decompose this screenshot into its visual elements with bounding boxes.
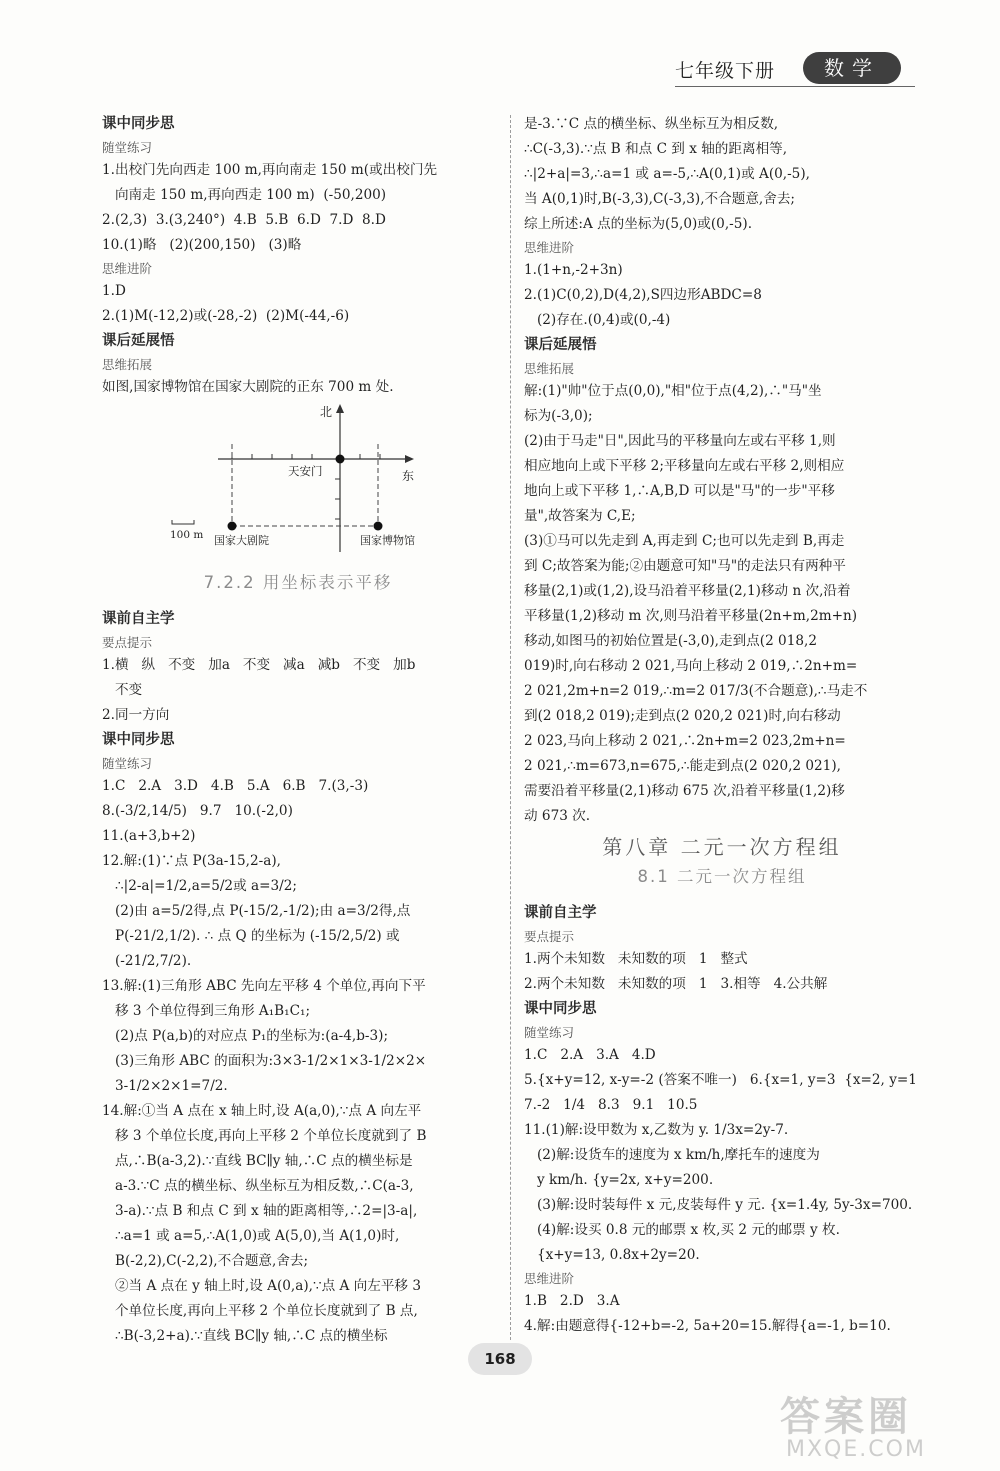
section-title-8-1: 8.1 二元一次方程组: [637, 867, 807, 886]
answer-line: 量",故答案为 C,E;: [524, 508, 636, 524]
east-label: 东: [402, 469, 415, 483]
answer-line: (3)①马可以先走到 A,再走到 C;也可以先走到 B,再走: [524, 533, 845, 549]
answer-line: 12.解:(1)∵点 P(3a-15,2-a),: [102, 853, 281, 869]
answer-line: 向南走 150 m,再向西走 100 m) (-50,200): [102, 187, 387, 203]
answer-line: B(-2,2),C(-2,2),不合题意,舍去;: [102, 1253, 309, 1269]
answer-line: 动 673 次.: [524, 808, 591, 824]
section-heading: 课前自主学: [102, 611, 175, 627]
answer-line: 5.{x+y=12, x-y=-2 (答案不唯一) 6.{x=1, y=3 {x=2, y=1: [524, 1072, 917, 1088]
subsection-heading: 思维拓展: [102, 357, 153, 372]
answer-line: 平移量(1,2)移动 m 次,则马沿着平移量(2n+m,2m+n): [524, 608, 858, 624]
subsection-heading: 思维进阶: [102, 261, 153, 276]
answer-line: 需要沿着平移量(2,1)移动 675 次,沿着平移量(1,2)移: [524, 783, 845, 799]
chapter-title: 第八章 二元一次方程组: [602, 835, 842, 859]
answer-line: 14.解:①当 A 点在 x 轴上时,设 A(a,0),∵点 A 向左平: [102, 1103, 422, 1119]
left-bottom-block: [102, 607, 494, 1349]
map-diagram: [102, 404, 494, 556]
right-column: [524, 112, 920, 1339]
answer-line: ∴C(-3,3).∵点 B 和点 C 到 x 轴的距离相等,: [524, 141, 788, 157]
answer-line: 11.(a+3,b+2): [102, 828, 196, 844]
watermark-logo: [780, 1385, 990, 1465]
answer-line: 11.(1)解:设甲数为 x,乙数为 y. 1/3x=2y-7.: [524, 1122, 789, 1138]
answer-line: 综上所述:A 点的坐标为(5,0)或(0,-5).: [524, 216, 753, 232]
answer-line: {x+y=13, 0.8x+2y=20.: [524, 1247, 700, 1263]
subsection-heading: 随堂练习: [102, 140, 153, 155]
subsection-heading: 思维进阶: [524, 240, 575, 255]
section-heading: 课后延展悟: [524, 337, 597, 353]
answer-line: 2.两个未知数 未知数的项 1 3.相等 4.公共解: [524, 976, 828, 992]
watermark-text: 答案圈: [780, 1394, 912, 1440]
page-number: 168: [468, 1343, 532, 1375]
answer-line: ∴a=1 或 a=5,∴A(1,0)或 A(5,0),当 A(1,0)时,: [102, 1228, 400, 1244]
answer-line: 个单位长度,再向上平移 2 个单位长度就到了 B 点,: [102, 1303, 418, 1319]
section-heading: 课前自主学: [524, 905, 597, 921]
answer-line: 1.横 纵 不变 加a 不变 减a 减b 不变 加b: [102, 657, 416, 673]
watermark-url: MXQE.COM: [786, 1437, 926, 1462]
museum-label: 国家博物馆: [360, 534, 415, 547]
answer-line: ∴|2+a|=3,∴a=1 或 a=-5,∴A(0,1)或 A(0,-5),: [524, 166, 810, 182]
subsection-heading: 要点提示: [524, 929, 575, 944]
page-header: [675, 52, 915, 88]
answer-line: 点,∴B(a-3,2).∵直线 BC∥y 轴,∴C 点的横坐标是: [102, 1153, 413, 1169]
answer-line: 019)时,向右移动 2 021,马向上移动 2 019,∴2n+m=: [524, 658, 858, 674]
subsection-heading: 随堂练习: [524, 1025, 575, 1040]
column-divider: [510, 115, 511, 1340]
left-column: [102, 112, 494, 1349]
answer-line: 1.两个未知数 未知数的项 1 整式: [524, 951, 748, 967]
answer-line: (2)点 P(a,b)的对应点 P₁的坐标为:(a-4,b-3);: [102, 1028, 389, 1044]
answer-line: (2)由于马走"日",因此马的平移量向左或右平移 1,则: [524, 433, 836, 449]
answer-line: (3)解:设时装每件 x 元,皮装每件 y 元. {x=1.4y, 5y-3x=700.: [524, 1197, 913, 1213]
section-heading: 课中同步思: [524, 1001, 597, 1017]
answer-line: 2.(1)M(-12,2)或(-28,-2) (2)M(-44,-6): [102, 308, 350, 324]
answer-line: 8.(-3/2,14/5) 9.7 10.(-2,0): [102, 803, 293, 819]
answer-line: 2 023,马向上移动 2 021,∴2n+m=2 023,2m+n=: [524, 733, 846, 749]
answer-line: 13.解:(1)三角形 ABC 先向左平移 4 个单位,再向下平: [102, 978, 426, 994]
answer-line: 2.同一方向: [102, 707, 170, 723]
answer-line: (3)三角形 ABC 的面积为:3×3-1/2×1×3-1/2×2×: [102, 1053, 427, 1069]
answer-line: 解:(1)"帅"位于点(0,0),"相"位于点(4,2),∴"马"坐: [524, 383, 822, 399]
answer-line: 相应地向上或下平移 2;平移量向左或右平移 2,则相应: [524, 458, 845, 474]
right-bottom-block: [524, 901, 920, 1339]
map-diagram-svg: [102, 404, 494, 556]
answer-line: (2)存在.(0,4)或(0,-4): [524, 312, 671, 328]
answer-line: 3-1/2×2×1=7/2.: [102, 1078, 228, 1094]
subject-badge: 数学: [803, 52, 901, 84]
answer-line: 移 3 个单位长度,再向上平移 2 个单位长度就到了 B: [102, 1128, 427, 1144]
tiananmen-label: 天安门: [288, 464, 323, 478]
answer-line: 移量(2,1)或(1,2),设马沿着平移量(2,1)移动 n 次,沿着: [524, 583, 851, 599]
subsection-heading: 随堂练习: [102, 756, 153, 771]
answer-line: a-3.∵C 点的横坐标、纵坐标互为相反数,∴C(a-3,: [102, 1178, 414, 1194]
section-heading: 课中同步思: [102, 732, 175, 748]
answer-line: 3-a).∵点 B 和点 C 到 x 轴的距离相等,∴2=|3-a|,: [102, 1203, 418, 1219]
answer-line: 1.(1+n,-2+3n): [524, 262, 623, 278]
answer-line: 2 021,2m+n=2 019,∴m=2 017/3(不合题意),∴马走不: [524, 683, 868, 699]
theater-label: 国家大剧院: [214, 534, 269, 547]
answer-line: 1.出校门先向西走 100 m,再向南走 150 m(或出校门先: [102, 162, 438, 178]
section-heading: 课后延展悟: [102, 333, 175, 349]
answer-line: ②当 A 点在 y 轴上时,设 A(0,a),∵点 A 向左平移 3: [102, 1278, 422, 1294]
answer-line: 1.B 2.D 3.A: [524, 1293, 620, 1309]
answer-line: 移动,如图马的初始位置是(-3,0),走到点(2 018,2: [524, 633, 817, 649]
answer-line: 1.C 2.A 3.A 4.D: [524, 1047, 656, 1063]
subsection-heading: 思维拓展: [524, 361, 575, 376]
answer-line: ∴B(-3,2+a).∵直线 BC∥y 轴,∴C 点的横坐标: [102, 1328, 388, 1344]
answer-line: 是-3.∵C 点的横坐标、纵坐标互为相反数,: [524, 116, 779, 132]
answer-line: 2.(1)C(0,2),D(4,2),S四边形ABDC=8: [524, 287, 762, 303]
answer-line: 1.D: [102, 283, 126, 299]
answer-line: 10.(1)略 (2)(200,150) (3)略: [102, 237, 302, 253]
answer-line: 2.(2,3) 3.(3,240°) 4.B 5.B 6.D 7.D 8.D: [102, 212, 386, 228]
answer-line: (4)解:设买 0.8 元的邮票 x 枚,买 2 元的邮票 y 枚.: [524, 1222, 840, 1238]
left-top-block: [102, 112, 494, 400]
north-label: 北: [320, 405, 333, 419]
answer-line: y km/h. {y=2x, x+y=200.: [524, 1172, 714, 1188]
answer-line: 地向上或下平移 1,∴A,B,D 可以是"马"的一步"平移: [524, 483, 835, 499]
header-rule: [675, 86, 915, 87]
right-top-block: [524, 112, 920, 829]
section-title-7-2-2: 7.2.2 用坐标表示平移: [203, 573, 393, 592]
answer-line: 7.-2 1/4 8.3 9.1 10.5: [524, 1097, 698, 1113]
grade-label: 七年级下册: [675, 60, 776, 82]
scale-label: 100 m: [170, 529, 204, 541]
answer-line: 移 3 个单位得到三角形 A₁B₁C₁;: [102, 1003, 311, 1019]
subsection-heading: 思维进阶: [524, 1271, 575, 1286]
answer-line: 到(2 018,2 019);走到点(2 020,2 021)时,向右移动: [524, 708, 841, 724]
answer-line: 当 A(0,1)时,B(-3,3),C(-3,3),不合题意,舍去;: [524, 191, 796, 207]
answer-line: P(-21/2,1/2). ∴ 点 Q 的坐标为 (-15/2,5/2) 或: [102, 928, 400, 944]
answer-line: (-21/2,7/2).: [102, 953, 192, 969]
answer-line: 4.解:由题意得{-12+b=-2, 5a+20=15.解得{a=-1, b=10.: [524, 1318, 891, 1334]
answer-line: ∴|2-a|=1/2,a=5/2或 a=3/2;: [102, 878, 297, 894]
answer-line: 2 021,∴m=673,n=675,∴能走到点(2 020,2 021),: [524, 758, 841, 774]
answer-line: 标为(-3,0);: [524, 408, 593, 424]
answer-line: 不变: [102, 682, 143, 698]
answer-line: (2)由 a=5/2得,点 P(-15/2,-1/2);由 a=3/2得,点: [102, 903, 411, 919]
subsection-heading: 要点提示: [102, 635, 153, 650]
section-heading: 课中同步思: [102, 116, 175, 132]
answer-line: 1.C 2.A 3.D 4.B 5.A 6.B 7.(3,-3): [102, 778, 369, 794]
answer-line: 到 C;故答案为能;②由题意可知"马"的走法只有两种平: [524, 558, 846, 574]
answer-line: 如图,国家博物馆在国家大剧院的正东 700 m 处.: [102, 379, 394, 395]
answer-line: (2)解:设货车的速度为 x km/h,摩托车的速度为: [524, 1147, 820, 1163]
